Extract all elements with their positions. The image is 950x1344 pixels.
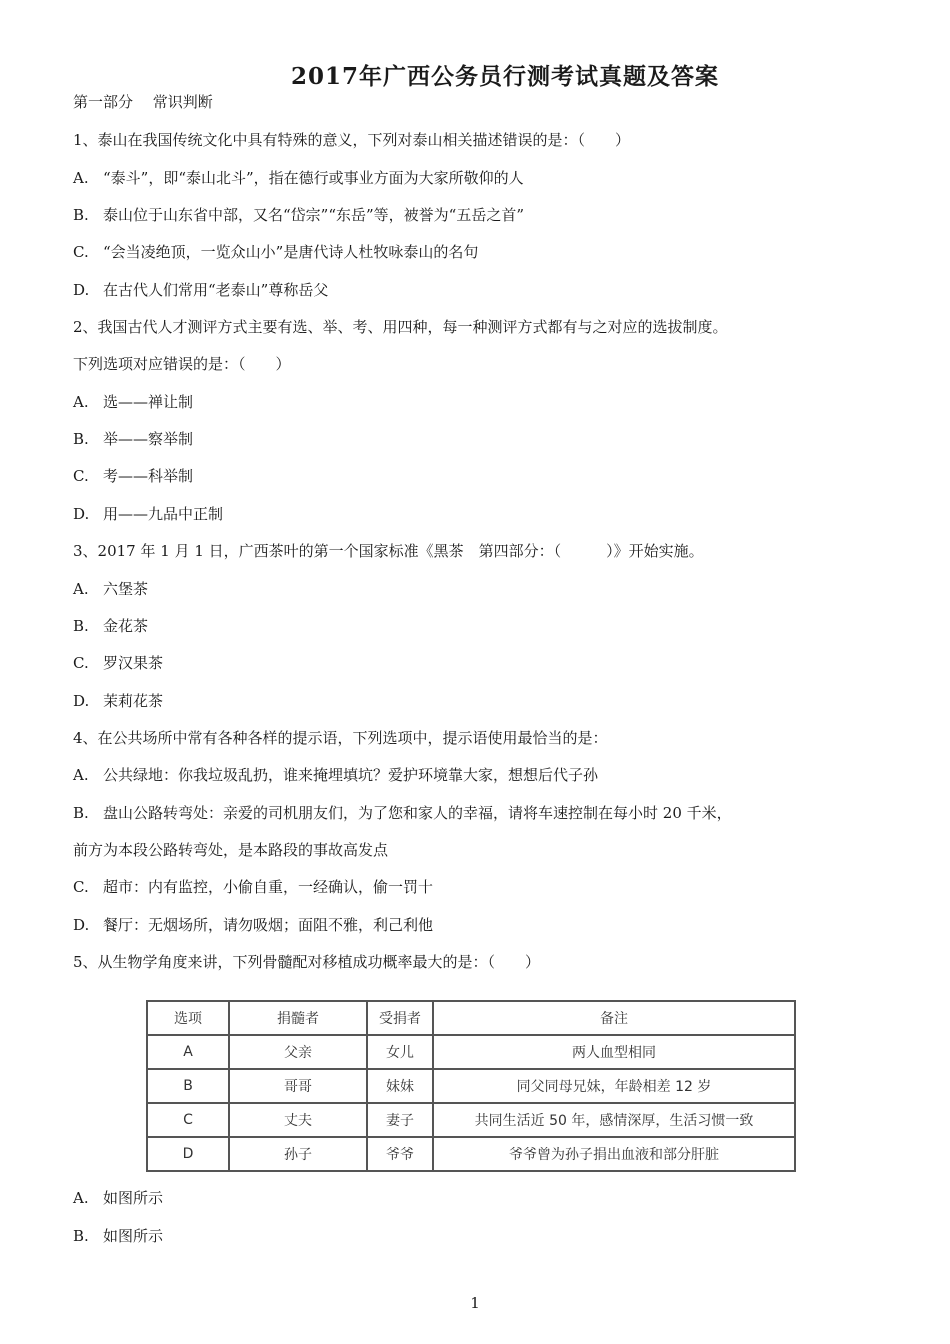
option-letter: B.	[73, 430, 89, 448]
section-heading: 第一部分 常识判断	[73, 93, 213, 111]
option-text: 举——察举制	[103, 430, 194, 448]
option-text: 超市：内有监控，小偷自重，一经确认，偷一罚十	[103, 878, 434, 896]
table-cell: 女儿	[367, 1035, 433, 1069]
question-2-option-c	[73, 466, 193, 486]
question-3-option-c	[73, 653, 163, 673]
question-4-option-a	[73, 765, 598, 785]
bone-marrow-table	[146, 1000, 796, 1172]
table-cell: 共同生活近 50 年，感情深厚，生活习惯一致	[433, 1103, 795, 1137]
table-cell: 孙子	[229, 1137, 367, 1171]
question-2-stem-line-1: 2、我国古代人才测评方式主要有选、举、考、用四种，每一种测评方式都有与之对应的选拔制度。	[73, 318, 728, 336]
question-3-option-b	[73, 616, 148, 636]
option-letter: A.	[73, 766, 89, 784]
question-2-option-d	[73, 504, 223, 524]
table-header-cell: 捐髓者	[229, 1001, 367, 1035]
option-letter: D.	[73, 505, 90, 523]
table-cell: 同父同母兄妹，年龄相差 12 岁	[433, 1069, 795, 1103]
option-letter: A.	[73, 393, 89, 411]
option-text: 用——九品中正制	[103, 505, 224, 523]
option-letter: D.	[73, 281, 90, 299]
option-text: 六堡茶	[103, 580, 149, 598]
table-cell: 父亲	[229, 1035, 367, 1069]
option-letter: A.	[73, 1189, 89, 1207]
table-row	[147, 1103, 795, 1137]
option-text: 泰山位于山东省中部，又名“岱宗”“东岳”等，被誉为“五岳之首”	[103, 206, 525, 224]
option-letter: C.	[73, 467, 89, 485]
table-cell: 妻子	[367, 1103, 433, 1137]
page-number: 1	[470, 1294, 480, 1312]
option-text: 盘山公路转弯处：亲爱的司机朋友们，为了您和家人的幸福，请将车速控制在每小时 20 千米，	[103, 804, 732, 822]
table-cell: D	[147, 1137, 229, 1171]
question-4-stem: 4、在公共场所中常有各种各样的提示语，下列选项中，提示语使用最恰当的是：	[73, 729, 608, 747]
option-text: 考——科举制	[103, 467, 194, 485]
table-cell: B	[147, 1069, 229, 1103]
option-letter: A.	[73, 169, 89, 187]
option-text: 餐厅：无烟场所，请勿吸烟；面阻不雅，利己利他	[103, 916, 434, 934]
option-text: 在古代人们常用“老泰山”尊称岳父	[103, 281, 329, 299]
table-row	[147, 1137, 795, 1171]
question-3-option-d	[73, 691, 163, 711]
option-letter: A.	[73, 580, 89, 598]
table-header-cell: 受捐者	[367, 1001, 433, 1035]
option-text: 如图所示	[103, 1227, 164, 1245]
question-1-stem: 1、泰山在我国传统文化中具有特殊的意义，下列对泰山相关描述错误的是：（ ）	[73, 131, 631, 149]
question-1-option-c	[73, 242, 478, 262]
option-text: 选——禅让制	[103, 393, 194, 411]
option-letter: B.	[73, 617, 89, 635]
option-letter: C.	[73, 878, 89, 896]
question-3-option-a	[73, 579, 148, 599]
question-5-option-b	[73, 1226, 163, 1246]
table-cell: 爷爷	[367, 1137, 433, 1171]
question-1-option-d	[73, 280, 328, 300]
question-2-option-b	[73, 429, 193, 449]
option-text: “泰斗”，即“泰山北斗”，指在德行或事业方面为大家所敬仰的人	[103, 169, 524, 187]
question-2-option-a	[73, 392, 193, 412]
question-4-option-c	[73, 877, 433, 897]
table-cell: 妹妹	[367, 1069, 433, 1103]
table-header-cell: 选项	[147, 1001, 229, 1035]
table-row	[147, 1069, 795, 1103]
option-text: “会当凌绝顶，一览众山小”是唐代诗人杜牧咏泰山的名句	[103, 243, 479, 261]
option-letter: D.	[73, 692, 90, 710]
option-text: 茉莉花茶	[103, 692, 164, 710]
question-5-stem: 5、从生物学角度来讲，下列骨髓配对移植成功概率最大的是：（ ）	[73, 953, 541, 971]
table-cell: 丈夫	[229, 1103, 367, 1137]
question-1-option-a	[73, 168, 524, 188]
option-text: 如图所示	[103, 1189, 164, 1207]
option-text: 公共绿地：你我垃圾乱扔，谁来掩埋填坑？爱护环境靠大家，想想后代子孙	[103, 766, 599, 784]
question-1-option-b	[73, 205, 524, 225]
table-cell: C	[147, 1103, 229, 1137]
question-3-stem: 3、2017 年 1 月 1 日，广西茶叶的第一个国家标准《黑茶 第四部分：（ ）》开始实施。	[73, 542, 704, 560]
option-text: 金花茶	[103, 617, 149, 635]
question-2-stem-line-2: 下列选项对应错误的是：（ ）	[73, 355, 291, 373]
page-title: 2017年广西公务员行测考试真题及答案	[290, 63, 719, 90]
table-header-cell: 备注	[433, 1001, 795, 1035]
option-letter: B.	[73, 1227, 89, 1245]
table-cell: 哥哥	[229, 1069, 367, 1103]
table-cell: 爷爷曾为孙子捐出血液和部分肝脏	[433, 1137, 795, 1171]
option-letter: D.	[73, 916, 90, 934]
question-4-option-d	[73, 915, 433, 935]
option-letter: B.	[73, 206, 89, 224]
option-letter: B.	[73, 804, 89, 822]
question-5-option-a	[73, 1188, 163, 1208]
table-header-row	[147, 1001, 795, 1035]
table-cell: A	[147, 1035, 229, 1069]
question-4-option-b-continued: 前方为本段公路转弯处，是本路段的事故高发点	[73, 841, 389, 859]
question-4-option-b	[73, 803, 732, 823]
option-letter: C.	[73, 654, 89, 672]
table-cell: 两人血型相同	[433, 1035, 795, 1069]
option-letter: C.	[73, 243, 89, 261]
option-text: 罗汉果茶	[103, 654, 164, 672]
table-row	[147, 1035, 795, 1069]
